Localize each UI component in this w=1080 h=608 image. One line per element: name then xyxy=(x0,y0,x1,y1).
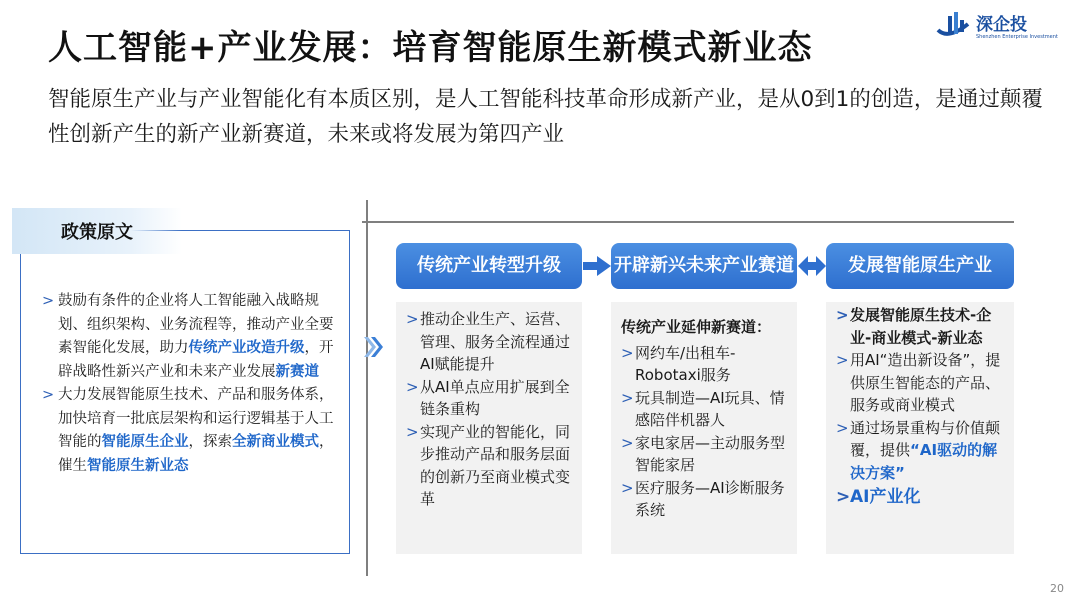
header-new-track: 开辟新兴未来产业赛道 xyxy=(611,243,797,289)
column-new-track xyxy=(611,302,797,554)
policy-title: 政策原文 xyxy=(12,208,182,254)
list-item: > 大力发展智能原生技术、产品和服务体系，加快培育一批底层架构和运行逻辑基于人工智能的智能原生企业，探索全新商业模式，催生智能原生新业态 xyxy=(42,387,334,474)
list-item: > 家电家居—主动服务型智能家居 xyxy=(621,433,786,474)
list-item: > AI产业化 xyxy=(836,487,921,507)
logo-subtitle: Shenzhen Enterprise Investment xyxy=(976,34,1058,40)
slide-title: 人工智能+产业发展：培育智能原生新模式新业态 xyxy=(48,28,813,68)
list-item: > 通过场景重构与价值颠覆，提供“AI驱动的解决方案” xyxy=(836,418,1001,482)
vertical-divider xyxy=(366,200,368,576)
list-item: > 鼓励有条件的企业将人工智能融入战略规划、组织架构、业务流程等，推动产业全要素智能化发展，助力传统产业改造升级，开辟战略性新兴产业和未来产业发展新赛道 xyxy=(42,293,334,380)
list-item: > 网约车/出租车-Robotaxi服务 xyxy=(621,343,736,384)
header-native-industry: 发展智能原生产业 xyxy=(826,243,1014,289)
double-arrow-icon xyxy=(798,256,826,276)
logo-name: 深企投 xyxy=(976,15,1027,35)
list-item: > 实现产业的智能化，同步推动产品和服务层面的创新乃至商业模式变革 xyxy=(406,422,571,508)
list-item: > 玩具制造—AI玩具、情感陪伴机器人 xyxy=(621,388,785,429)
column-native-industry xyxy=(826,302,1014,554)
list-item: > 从AI单点应用扩展到全链条重构 xyxy=(406,377,570,418)
right-arrow-icon xyxy=(583,256,611,276)
list-item: > 医疗服务—AI诊断服务系统 xyxy=(621,478,785,519)
slide-subtitle: 智能原生产业与产业智能化有本质区别，是人工智能科技革命形成新产业，是从0到1的创造，是通过颠覆性创新产生的新产业新赛道，未来或将发展为第四产业 xyxy=(48,87,1043,147)
company-logo xyxy=(934,8,1058,50)
list-item: > 发展智能原生技术-企业-商业模式-新业态 xyxy=(836,306,992,347)
list-item: > 推动企业生产、运营、管理、服务全流程通过AI赋能提升 xyxy=(406,310,571,373)
double-chevron-icon xyxy=(362,334,386,360)
column-subtitle: 传统产业延伸新赛道： xyxy=(621,318,772,336)
header-traditional-upgrade: 传统产业转型升级 xyxy=(396,243,582,289)
list-item: > 用AI“造出新设备”，提供原生智能态的产品、服务或商业模式 xyxy=(836,351,1001,414)
column-traditional-upgrade xyxy=(396,302,582,554)
horizontal-divider xyxy=(362,221,1014,223)
page-number: 20 xyxy=(1050,582,1064,595)
logo-mark-icon xyxy=(934,10,974,44)
policy-list xyxy=(42,290,342,478)
